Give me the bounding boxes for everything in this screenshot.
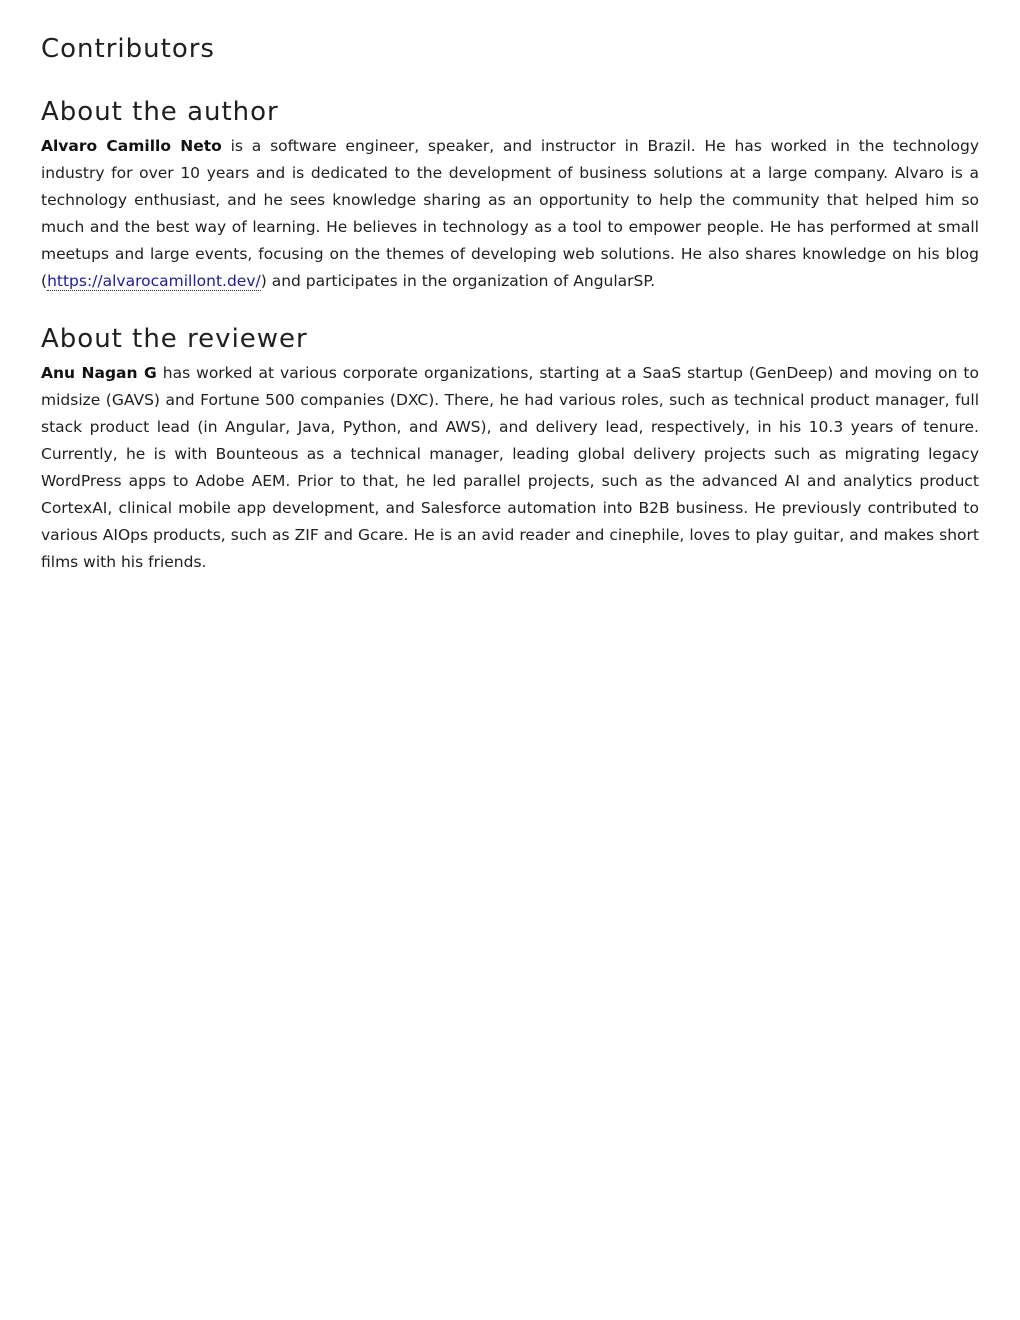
author-bio (41, 133, 979, 295)
reviewer-bio-text: has worked at various corporate organizations, starting at a SaaS startup (GenDeep) and moving on to midsize (GAVS) and Fortune 500 companies (DXC). There, he had various roles, such as technical product manager, full stack product lead (in Angular, Java, Python, and AWS), and delivery lead, respectively, in his 10.3 years of tenure. Currently, he is with Bounteous as a technical manager, leading global delivery projects such as migrating legacy WordPress apps to Adobe AEM. Prior to that, he led parallel projects, such as the advanced AI and analytics product CortexAI, clinical mobile app development, and Salesforce automation into B2B business. He previously contributed to various AIOps products, such as ZIF and Gcare. He is an avid reader and cinephile, loves to play guitar, and makes short films with his friends. (41, 364, 979, 571)
reviewer-heading: About the reviewer (41, 324, 308, 354)
author-bio-text: is a software engineer, speaker, and instructor in Brazil. He has worked in the technology industry for over 10 years and is dedicated to the development of business solutions at a large company. Alvaro is a technology enthusiast, and he sees knowledge sharing as an opportunity to help the community that helped him so much and the best way of learning. He believes in technology as a tool to empower people. He has performed at small meetups and large events, focusing on the themes of developing web solutions. He also shares knowledge on his blog ( (41, 137, 980, 290)
author-section (41, 92, 979, 295)
reviewer-bio (41, 360, 979, 576)
author-heading: About the author (41, 97, 279, 127)
author-blog-link[interactable]: https://alvarocamillont.dev/ (47, 272, 261, 290)
reviewer-name: Anu Nagan G (41, 364, 157, 382)
reviewer-section (41, 319, 979, 576)
author-bio-text-end: ) and participates in the organization of AngularSP. (260, 272, 656, 290)
author-name: Alvaro Camillo Neto (41, 137, 222, 155)
page-title: Contributors (41, 34, 215, 64)
